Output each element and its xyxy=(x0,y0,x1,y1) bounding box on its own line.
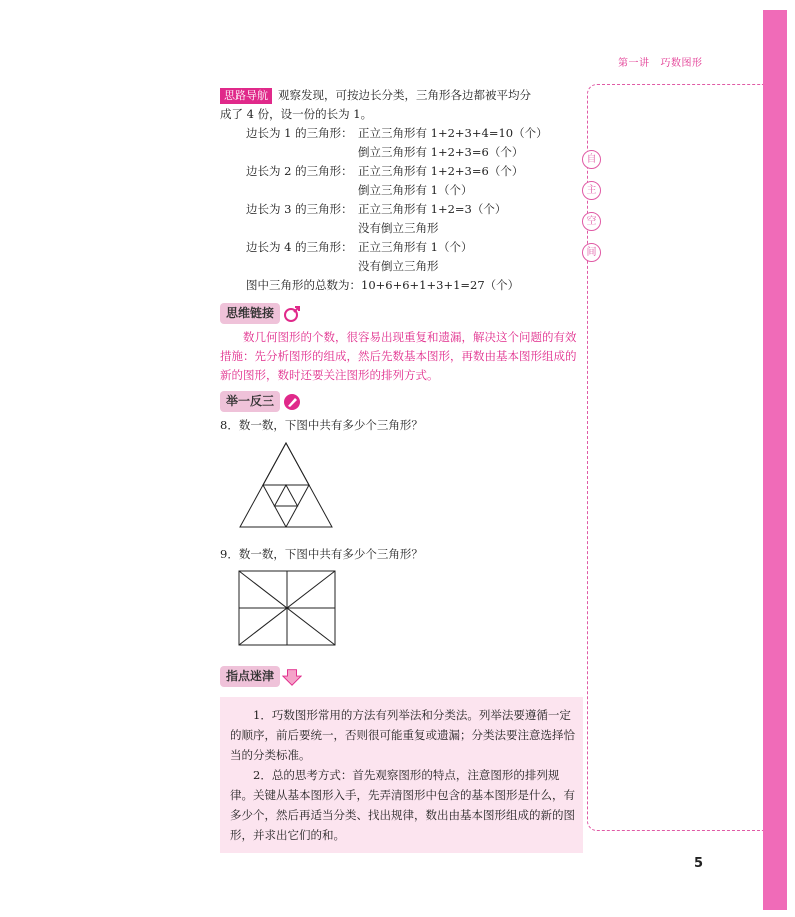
analysis-tag: 思路导航 xyxy=(220,88,272,104)
link-icon xyxy=(282,304,302,324)
chapter-label: 第一讲 xyxy=(618,58,650,69)
analysis-intro-1: 观察发现，可按边长分类，三角形各边都被平均分 xyxy=(278,88,531,102)
link-text: 数几何图形的个数，很容易出现重复和遗漏，解决这个问题的有效措施：先分析图形的组成，然后先数基本图形，再数由基本图形组成的新的图形，数时还要关注图形的排列方式。 xyxy=(220,330,577,382)
row4-line2: 没有倒立三角形 xyxy=(358,259,439,273)
row2-line1: 正立三角形有 1+2+3=6（个） xyxy=(358,164,524,178)
notes-box xyxy=(587,84,763,831)
pencil-icon xyxy=(282,392,302,412)
practice-heading xyxy=(220,391,580,412)
side-color-bar xyxy=(763,10,787,910)
link-tag: 思维链接 xyxy=(220,303,280,324)
row2-line2: 倒立三角形有 1（个） xyxy=(358,183,473,197)
tips-box xyxy=(220,697,583,853)
page-header xyxy=(618,54,703,69)
row3-line2: 没有倒立三角形 xyxy=(358,221,439,235)
tips-paragraph-2: 2．总的思考方式：首先观察图形的特点，注意图形的排列规律。关键从基本图形入手，先弄清图形中包含的基本图形是什么，有多少个，然后再适当分类、找出规律，数出由基本图形组成的新的图形，并求出它们的和。 xyxy=(230,768,575,842)
practice-tag: 举一反三 xyxy=(220,391,280,412)
row1-label: 边长为 1 的三角形： xyxy=(246,126,353,140)
arrow-down-icon xyxy=(282,667,302,687)
link-heading xyxy=(220,303,580,324)
row1-line2: 倒立三角形有 1+2+3=6（个） xyxy=(358,145,524,159)
row4-label: 边长为 4 的三角形： xyxy=(246,240,353,254)
row2-label: 边长为 2 的三角形： xyxy=(246,164,353,178)
main-content xyxy=(220,86,580,853)
triangle-figure xyxy=(238,441,334,529)
tips-tag: 指点迷津 xyxy=(220,666,280,687)
question-9: 9．数一数，下图中共有多少个三角形？ xyxy=(220,547,423,561)
row3-line1: 正立三角形有 1+2=3（个） xyxy=(358,202,507,216)
analysis-total: 图中三角形的总数为：10+6+6+1+3+1=27（个） xyxy=(246,278,520,292)
notes-char-2: 主 xyxy=(582,181,601,200)
notes-char-1: 自 xyxy=(582,150,601,169)
rectangle-figure xyxy=(238,570,336,646)
tips-paragraph-1: 1．巧数图形常用的方法有列举法和分类法。列举法要遵循一定的顺序，前后要统一，否则很可能重复或遗漏；分类法要注意选择恰当的分类标准。 xyxy=(230,708,575,762)
row3-label: 边长为 3 的三角形： xyxy=(246,202,353,216)
analysis-intro-2: 成了 4 份，设一份的长为 1。 xyxy=(220,107,373,121)
row1-line1: 正立三角形有 1+2+3+4=10（个） xyxy=(358,126,548,140)
tips-heading xyxy=(220,666,580,687)
question-8: 8．数一数，下图中共有多少个三角形？ xyxy=(220,418,423,432)
notes-char-3: 空 xyxy=(582,212,601,231)
page-number: 5 xyxy=(694,856,704,871)
notes-label xyxy=(582,150,601,274)
chapter-title: 巧数图形 xyxy=(660,58,703,69)
row4-line1: 正立三角形有 1（个） xyxy=(358,240,473,254)
notes-char-4: 间 xyxy=(582,243,601,262)
analysis-section xyxy=(220,86,580,295)
